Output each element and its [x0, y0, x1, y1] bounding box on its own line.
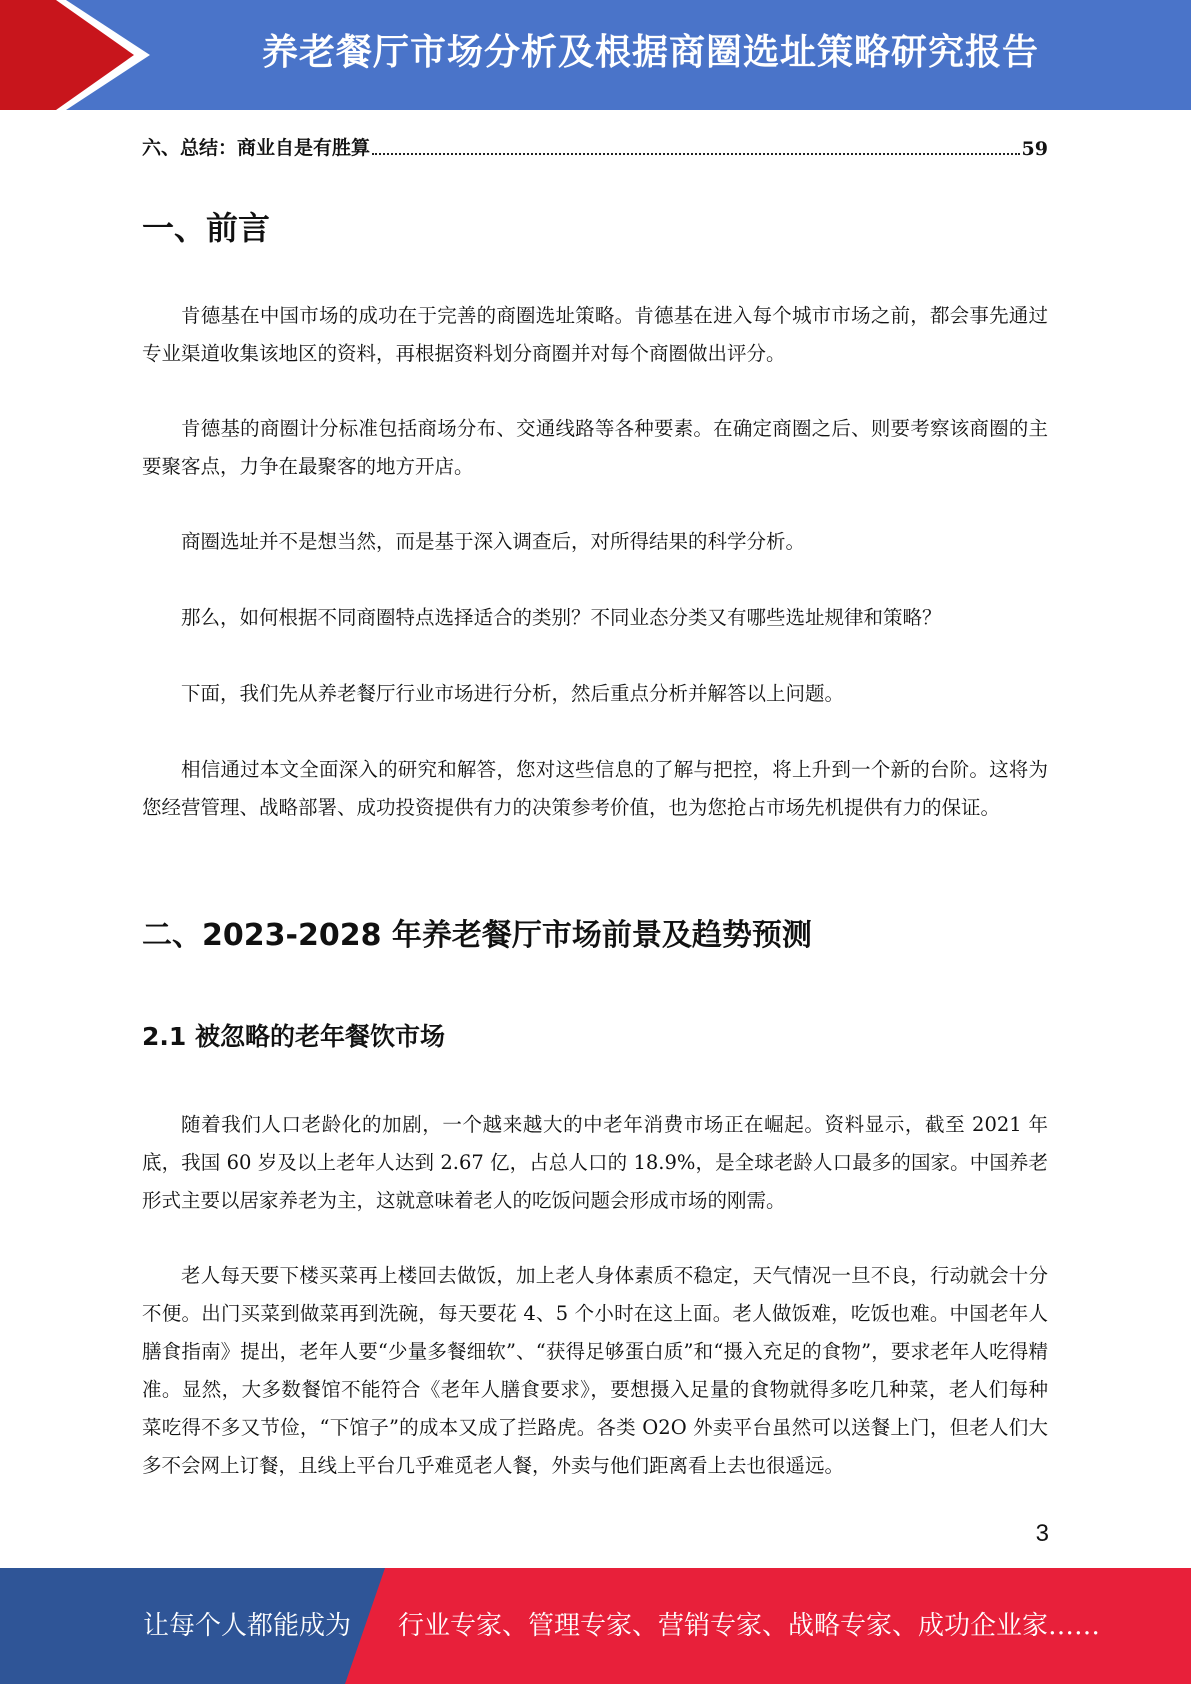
report-title: 养老餐厅市场分析及根据商圈选址策略研究报告 — [261, 32, 1039, 73]
paragraph: 商圈选址并不是想当然，而是基于深入调查后，对所得结果的科学分析。 — [181, 530, 806, 553]
paragraph: 肯德基在中国市场的成功在于完善的商圈选址策略。肯德基在进入每个城市市场之前，都会事先通过专业渠道收集该地区的资料，再根据资料划分商圈并对每个商圈做出评分。 — [142, 304, 1048, 365]
paragraph: 肯德基的商圈计分标准包括商场分布、交通线路等各种要素。在确定商圈之后、则要考察该商圈的主要聚客点，力争在最聚客的地方开店。 — [142, 417, 1048, 478]
subsection-heading: 2.1 被忽略的老年餐饮市场 — [142, 1022, 445, 1051]
paragraph: 相信通过本文全面深入的研究和解答，您对这些信息的了解与把控，将上升到一个新的台阶。这将为您经营管理、战略部署、成功投资提供有力的决策参考价值，也为您抢占市场先机提供有力的保证。 — [142, 758, 1048, 819]
footer-slogan-right: 行业专家、管理专家、营销专家、战略专家、成功企业家…… — [398, 1611, 1101, 1641]
chevron-arrow-icon — [0, 0, 160, 110]
footer-banner — [0, 1568, 1191, 1684]
section-heading-forecast: 二、2023-2028 年养老餐厅市场前景及趋势预测 — [142, 918, 812, 953]
page-number: 3 — [1035, 1520, 1049, 1547]
toc-entry[interactable] — [142, 130, 1048, 160]
toc-entry-label: 六、总结：商业自是有胜算 — [142, 137, 371, 159]
paragraph: 那么，如何根据不同商圈特点选择适合的类别？不同业态分类又有哪些选址规律和策略？ — [181, 606, 942, 629]
footer-slogan-left: 让每个人都能成为 — [143, 1611, 352, 1641]
toc-leader-dots — [372, 153, 1020, 155]
header-banner — [0, 0, 1191, 110]
paragraph: 下面，我们先从养老餐厅行业市场进行分析，然后重点分析并解答以上问题。 — [181, 682, 845, 705]
toc-entry-page: 59 — [1021, 138, 1048, 160]
paragraph: 老人每天要下楼买菜再上楼回去做饭，加上老人身体素质不稳定，天气情况一旦不良，行动就会十分不便。出门买菜到做菜再到洗碗，每天要花 4、5 个小时在这上面。老人做饭难，吃饭也难。中国老年人膳食指南》提出，老年人要“少量多餐细软”、“获得足够蛋白质”和“摄入充足的食物”，要求老年人吃得精准。显然，大多数餐馆不能符合《老年人膳食要求》，要想摄入足量的食物就得多吃几种菜，老人们每种菜吃得不多又节俭，“下馆子”的成本又成了拦路虎。各类 O2O 外卖平台虽然可以送餐上门，但老人们大多不会网上订餐，且线上平台几乎难觅老人餐，外卖与他们距离看上去也很遥远。 — [142, 1264, 1048, 1477]
section-heading-intro: 一、前言 — [142, 209, 271, 247]
paragraph: 随着我们人口老龄化的加剧，一个越来越大的中老年消费市场正在崛起。资料显示，截至 2021 年底，我国 60 岁及以上老年人达到 2.67 亿，占总人口的 18.9%，是全球老龄人口最多的国家。中国养老形式主要以居家养老为主，这就意味着老人的吃饭问题会形成市场的刚需。 — [142, 1113, 1048, 1212]
